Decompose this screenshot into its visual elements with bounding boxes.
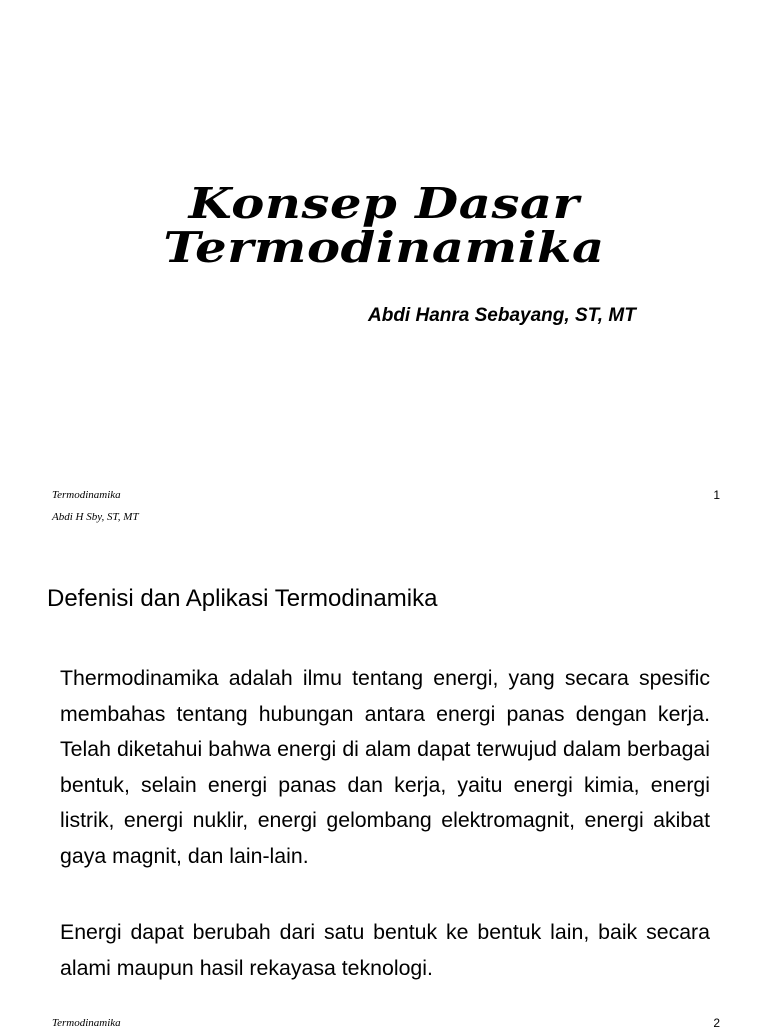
author-name: Abdi Hanra Sebayang, ST, MT	[368, 305, 636, 326]
page-number: 1	[713, 488, 720, 502]
footer-course-label: Termodinamika	[52, 489, 121, 501]
section-heading: Defenisi dan Aplikasi Termodinamika	[47, 585, 438, 612]
page-number: 2	[713, 1016, 720, 1030]
body-paragraph-1: Thermodinamika adalah ilmu tentang energi, yang secara spesific membahas tentang hubungan antara energi panas dengan kerja. Telah diketahui bahwa energi di alam dapat terwujud dalam berbagai bentuk, selain energi panas dan kerja, yaitu energi kimia, energi listrik, energi nuklir, energi gelombang elektromagnit, energi akibat gaya magnit, dan lain-lain.	[60, 666, 710, 868]
body-paragraph-2: Energi dapat berubah dari satu bentuk ke bentuk lain, baik secara alami maupun hasil rekayasa teknologi.	[60, 920, 710, 980]
title-line-1: Konsep Dasar	[188, 179, 580, 228]
footer-author-label: Abdi H Sby, ST, MT	[52, 511, 139, 523]
title-line-2: Termodinamika	[163, 223, 605, 272]
footer-course-label: Termodinamika	[52, 1017, 121, 1029]
content-slide	[0, 540, 768, 1030]
